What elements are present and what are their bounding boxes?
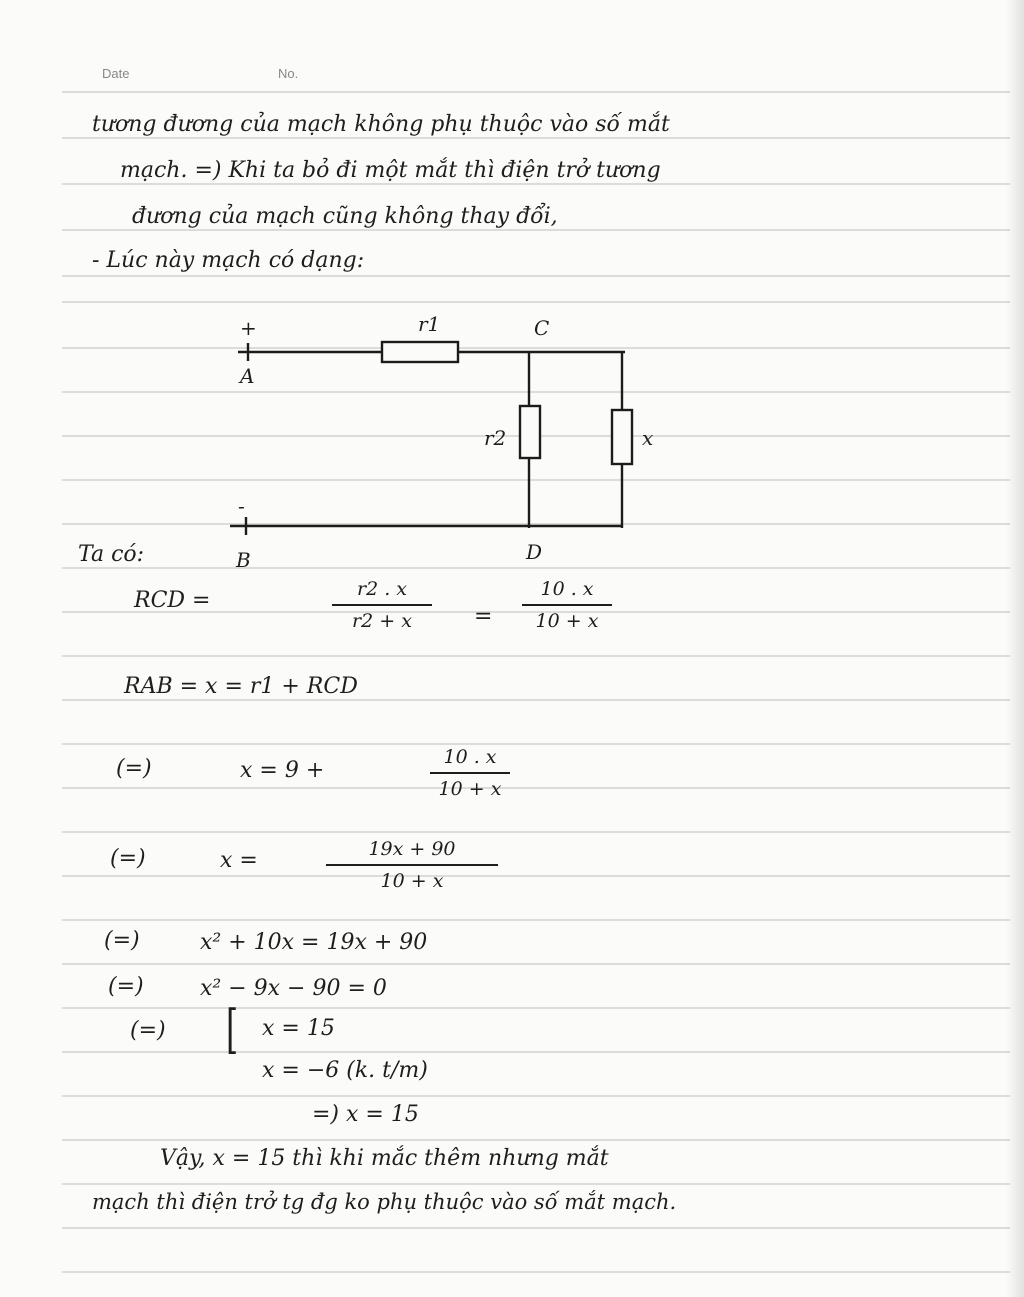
- equals-sign: =: [474, 604, 493, 629]
- step1-lhs: x = 9 +: [240, 758, 325, 783]
- intro-text: Ta có:: [78, 542, 145, 567]
- conclusion-line-1: Vậy, x = 15 thì khi mắc thêm nhưng mắt: [160, 1146, 609, 1171]
- r1-label: r1: [418, 312, 441, 336]
- date-label: Date: [102, 66, 130, 81]
- step5-arrow: (=): [130, 1018, 166, 1043]
- resistor-r1: [382, 342, 458, 362]
- resistor-r2: [520, 406, 540, 458]
- step2-denominator: 10 + x: [380, 870, 444, 892]
- paragraph-line-2: mạch. =) Khi ta bỏ đi một mắt thì điện trở tương: [120, 158, 661, 183]
- node-c-label: C: [534, 316, 550, 340]
- number-label: No.: [278, 66, 299, 81]
- final-result: =) x = 15: [312, 1102, 419, 1127]
- rcd-denominator-2: 10 + x: [535, 610, 599, 632]
- step1-denominator: 10 + x: [438, 778, 502, 800]
- minus-sign: -: [238, 494, 245, 518]
- conclusion-line-2: mạch thì điện trở tg đg ko phụ thuộc vào số mắt mạch.: [92, 1190, 677, 1214]
- paragraph-line-1: tương đương của mạch không phụ thuộc vào số mắt: [92, 112, 670, 137]
- paragraph-line-4: - Lúc này mạch có dạng:: [92, 248, 365, 273]
- rcd-fraction-1: [332, 578, 432, 632]
- step1-fraction: [430, 746, 510, 800]
- x-resistor-label: x: [642, 426, 654, 450]
- step4-equation: x² − 9x − 90 = 0: [200, 976, 387, 1001]
- node-b-label: B: [236, 548, 251, 572]
- resistor-x: [612, 410, 632, 464]
- rcd-denominator-1: r2 + x: [352, 610, 412, 632]
- step4-arrow: (=): [108, 974, 144, 999]
- rab-equation: RAB = x = r1 + RCD: [124, 674, 358, 699]
- paragraph-line-3: đương của mạch cũng không thay đổi,: [132, 204, 558, 229]
- plus-sign: +: [240, 316, 257, 340]
- step1-arrow: (=): [116, 756, 152, 781]
- rcd-lhs: RCD =: [134, 588, 211, 613]
- rcd-numerator-2: 10 . x: [540, 578, 594, 600]
- step2-arrow: (=): [110, 846, 146, 871]
- root-2: x = −6 (k. t/m): [262, 1058, 428, 1083]
- root-1: x = 15: [262, 1016, 335, 1041]
- node-d-label: D: [526, 540, 543, 564]
- step3-arrow: (=): [104, 928, 140, 953]
- step2-lhs: x =: [220, 848, 258, 873]
- step2-fraction: [326, 838, 498, 892]
- rcd-numerator-1: r2 . x: [356, 578, 407, 600]
- rcd-fraction-2: [522, 578, 612, 632]
- or-bracket: [: [226, 1000, 239, 1060]
- node-a-label: A: [240, 364, 255, 388]
- step1-numerator: 10 . x: [443, 746, 497, 768]
- r2-label: r2: [484, 426, 507, 450]
- step2-numerator: 19x + 90: [368, 838, 456, 860]
- step3-equation: x² + 10x = 19x + 90: [200, 930, 428, 955]
